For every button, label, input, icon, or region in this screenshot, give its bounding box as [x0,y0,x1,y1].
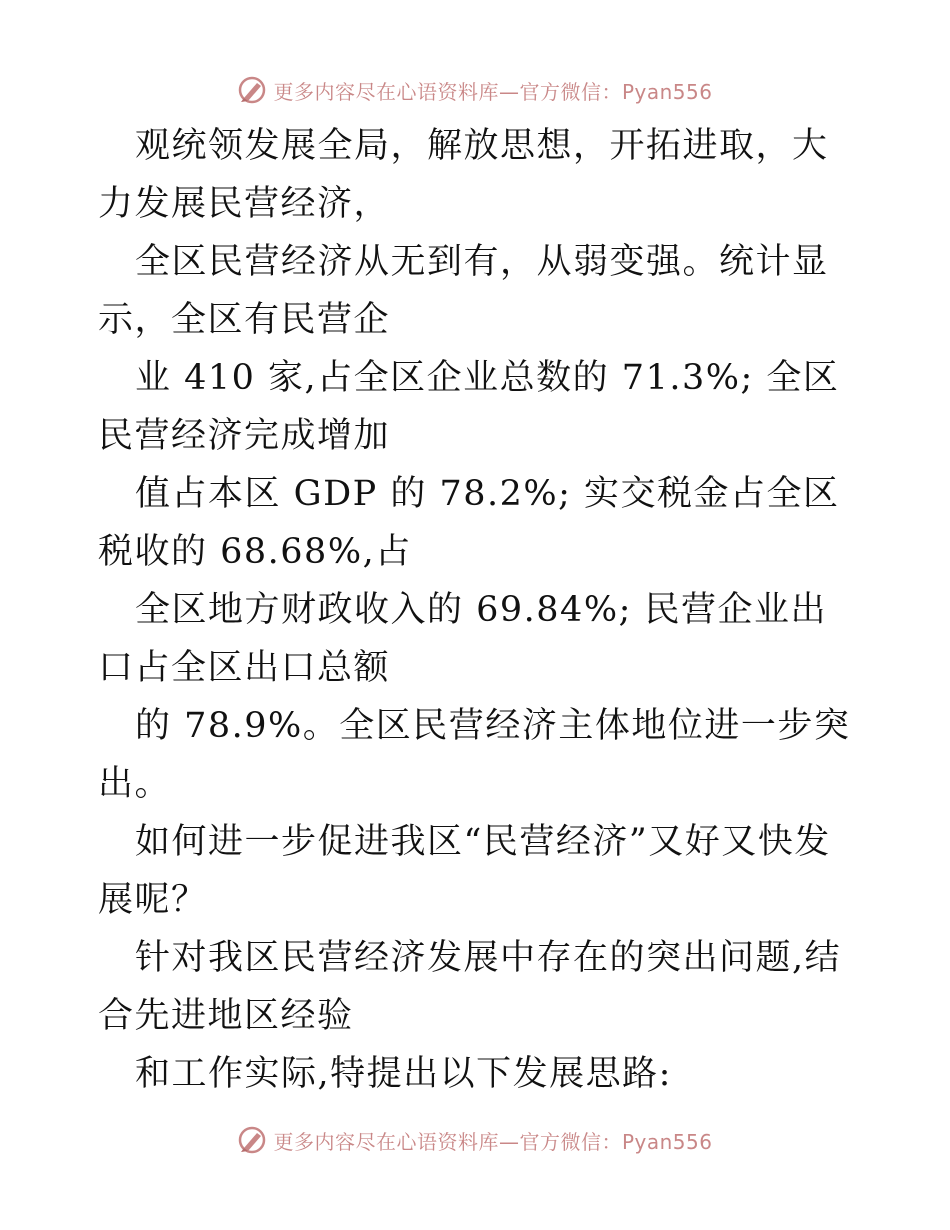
paragraph: 业 410 家,占全区企业总数的 71.3%; 全区民营经济完成增加 [98,358,840,456]
document-body [98,117,858,1103]
paragraph: 针对我区民营经济发展中存在的突出问题,结合先进地区经验 [98,938,842,1036]
pen-logo-icon [237,1125,267,1155]
footer-watermark [0,1120,950,1160]
paragraph: 观统领发展全局，解放思想，开拓进取，大力发展民营经济， [98,126,829,224]
paragraph: 和工作实际,特提出以下发展思路: [135,1054,672,1094]
header-watermark [0,70,950,110]
watermark-text: 更多内容尽在心语资料库—官方微信：Pyan556 [273,1129,713,1154]
paragraph: 全区地方财政收入的 69.84%; 民营企业出口占全区出口总额 [98,590,827,688]
paragraph: 如何进一步促进我区“民营经济”又好又快发展呢？ [98,822,831,920]
paragraph: 的 78.9%。全区民营经济主体地位进一步突出。 [98,706,851,804]
paragraph: 全区民营经济从无到有，从弱变强。统计显示，全区有民营企 [98,242,829,340]
pen-logo-icon [237,75,267,105]
paragraph: 值占本区 GDP 的 78.2%; 实交税金占全区税收的 68.68%,占 [98,474,840,572]
watermark-text: 更多内容尽在心语资料库—官方微信：Pyan556 [273,79,713,104]
